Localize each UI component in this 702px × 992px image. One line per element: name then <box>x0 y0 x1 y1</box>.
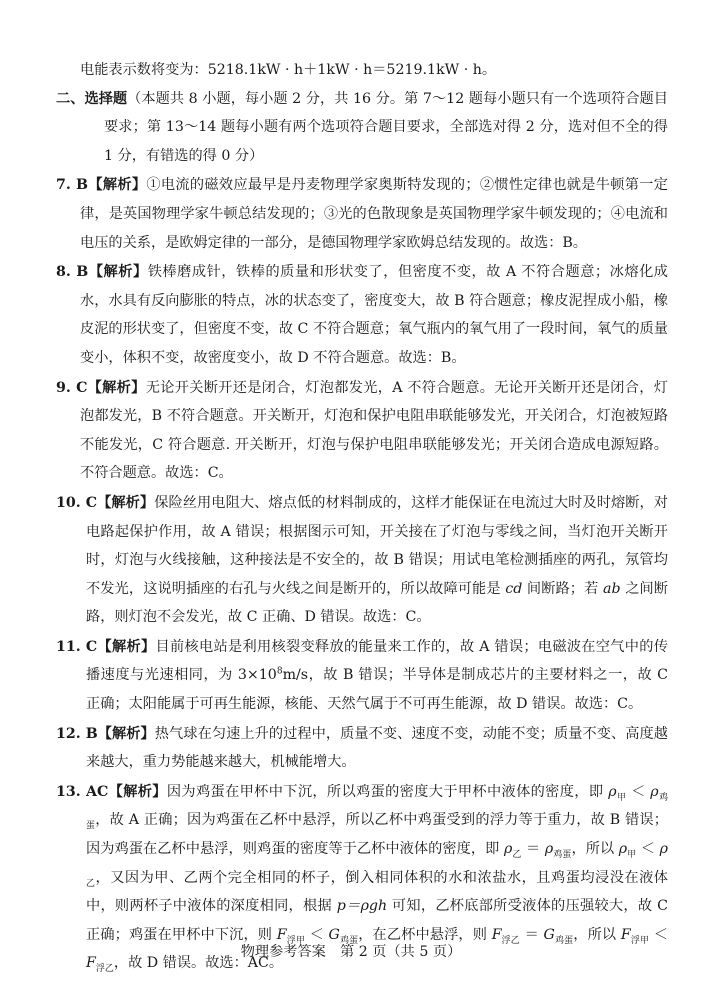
force-symbol: F <box>276 926 287 943</box>
q12-tag: 【解析】 <box>97 725 155 742</box>
q13-number: 13. AC <box>56 783 109 800</box>
q13-text-8: ，故 D 错误。故选：AC。 <box>113 955 284 972</box>
q10-tag: 【解析】 <box>97 494 155 511</box>
q7-tag: 【解析】 <box>88 177 147 194</box>
q9-text: 无论开关断开还是闭合，灯泡都发光，A 不符合题意。无论开关断开还是闭合，灯泡都发光，B 不符合题意。开关断开，灯泡和保护电阻串联能够发光，开关闭合，灯泡被短路不能发光，C 符合题意. 开关断开，灯泡与保护电阻串联能够发光；开关闭合造成电源短路。不符合题意。故选：C。 <box>80 379 668 482</box>
q10-text-b: 间断路；若 <box>522 580 604 597</box>
subscript-egg: 鸡蛋 <box>86 792 668 832</box>
q9-number: 9. C <box>56 379 88 396</box>
subscript-egg: 鸡蛋 <box>554 935 574 946</box>
less-than: ＜ <box>636 841 660 858</box>
q13-text-5: 可知，乙杯底部所受液体的压强较大，故 C 正确；鸡蛋在甲杯中下沉，则 <box>86 898 668 943</box>
q11-number: 11. C <box>56 638 98 655</box>
q8-text: 铁棒磨成针，铁棒的质量和形状变了，但密度不变，故 A 不符合题意；冰熔化成水，水具有反向膨胀的特点，冰的状态变了，密度变大，故 B 符合题意；橡皮泥捏成小船，橡皮泥的形状变了，但密度不变，故 C 不符合题意；氧气瓶内的氧气用了一段时间，氧气的质量变小，体积不变，故密度变小，故 D 不符合题意。故选：B。 <box>80 264 668 366</box>
answer-content <box>56 56 668 979</box>
q11-tag: 【解析】 <box>97 638 156 655</box>
less-than: ＜ <box>305 926 329 943</box>
rho-symbol: ρ <box>608 783 617 800</box>
q11-text-a: 目前核电站是利用核裂变释放的能量来工作的，故 A 错误；电磁波在空气中的传播速度与光速相同，为 3×10 <box>86 638 668 684</box>
section-2 <box>56 85 668 171</box>
q12-number: 12. B <box>56 725 98 742</box>
rho-symbol: ρ <box>618 841 628 858</box>
question-9 <box>56 374 668 488</box>
subscript-yi: 乙 <box>86 878 96 889</box>
q7-text: ①电流的磁效应最早是丹麦物理学家奥斯特发现的；②惯性定律也就是牛顿第一定律，是英国物理学家牛顿总结发现的；③光的色散现象是英国物理学家牛顿发现的；④电流和电压的关系，是欧姆定律的一部分，是德国物理学家欧姆总结发现的。故选：B。 <box>80 177 668 251</box>
q8-tag: 【解析】 <box>88 264 148 281</box>
equals: ＝ <box>519 926 544 943</box>
q10-var-ab: ab <box>603 580 621 597</box>
subscript-float-jia: 浮甲 <box>630 935 650 946</box>
gravity-symbol: G <box>328 926 340 943</box>
q13-tag: 【解析】 <box>108 783 167 800</box>
force-symbol: F <box>86 955 96 972</box>
question-11 <box>56 633 668 719</box>
q13-text-3: ，所以 <box>571 841 619 858</box>
page-footer: 物理参考答案 第 2 页（共 5 页） <box>240 944 462 960</box>
q13-text-4: ，又因为甲、乙两个完全相同的杯子，倒入相同体积的水和浓盐水，且鸡蛋均浸没在液体中，则两杯子中液体的深度相同，根据 <box>86 869 668 915</box>
subscript-egg: 鸡蛋 <box>553 849 572 860</box>
subscript-float-yi: 浮乙 <box>95 964 114 975</box>
subscript-float-yi: 浮乙 <box>501 935 520 946</box>
q10-number: 10. C <box>56 494 98 511</box>
pressure-formula: p＝ρgh <box>336 898 388 915</box>
rho-symbol: ρ <box>650 783 659 800</box>
subscript-yi: 乙 <box>512 849 522 860</box>
subscript-jia: 甲 <box>616 792 627 803</box>
gravity-symbol: G <box>543 926 555 943</box>
equals: ＝ <box>521 841 545 858</box>
q10-text-c: 之间断路，则灯泡不会发光，故 C 正确、D 错误。故选：C。 <box>86 580 668 626</box>
subscript-egg: 鸡蛋 <box>339 935 359 946</box>
top-line: 电能表示数将变为：5218.1kW · h＋1kW · h＝5219.1kW · h。 <box>80 62 497 78</box>
q13-text-7: ，所以 <box>573 926 621 943</box>
subscript-jia: 甲 <box>627 849 637 860</box>
less-than: ＜ <box>626 783 651 800</box>
question-10 <box>56 489 668 632</box>
q9-tag: 【解析】 <box>87 379 146 396</box>
force-symbol: F <box>620 926 631 943</box>
q11-exponent: 8 <box>276 666 283 677</box>
q13-text-6: ，在乙杯中悬浮，则 <box>358 926 492 943</box>
question-7 <box>56 171 668 257</box>
q12-text: 热气球在匀速上升的过程中，质量不变、速度不变，动能不变；质量不变、高度越来越大，重力势能越来越大，机械能增大。 <box>86 725 668 771</box>
rho-symbol: ρ <box>544 841 554 858</box>
q11-text-b: m/s，故 B 错误；半导体是制成芯片的主要材料之一，故 C 正确；太阳能属于可再生能源，核能、天然气属于不可再生能源，故 D 错误。故选：C。 <box>86 667 668 713</box>
force-symbol: F <box>491 926 502 943</box>
q13-text-1: 因为鸡蛋在甲杯中下沉，所以鸡蛋的密度大于甲杯中液体的密度，即 <box>166 783 609 800</box>
q13-text-2: ，故 A 正确；因为鸡蛋在乙杯中悬浮，所以乙杯中鸡蛋受到的浮力等于重力，故 B 错误；因为鸡蛋在乙杯中悬浮，则鸡蛋的密度等于乙杯中液体的密度，即 <box>86 812 668 858</box>
rho-symbol: ρ <box>659 841 668 858</box>
question-8 <box>56 258 668 372</box>
less-than: ＜ <box>649 926 668 943</box>
section-2-text: （本题共 8 小题，每小题 2 分，共 16 分。第 7～12 题每小题只有一个选项符合题目要求；第 13～14 题每小题有两个选项符合题目要求，全部选对得 2 分，选对但不全的得 1 分，有错选的得 0 分） <box>104 90 668 164</box>
rho-symbol: ρ <box>503 841 513 858</box>
subscript-float-jia: 浮甲 <box>286 935 305 946</box>
q10-text-a: 保险丝用电阻大、熔点低的材料制成的，这样才能保证在电流过大时及时熔断，对电路起保护作用，故 A 错误；根据图示可知，开关接在了灯泡与零线之间，当灯泡开关断开时，灯泡与火线接触，这种接法是不安全的，故 B 错误；用试电笔检测插座的两孔，氖管均不发光，这说明插座的右孔与火线之间是断开的，所以故障可能是 <box>86 494 668 597</box>
q8-number: 8. B <box>56 264 89 281</box>
question-12 <box>56 720 668 777</box>
q10-var-cd: cd <box>505 580 523 597</box>
q7-number: 7. B <box>56 177 89 194</box>
section-2-heading: 二、选择题 <box>56 90 128 107</box>
